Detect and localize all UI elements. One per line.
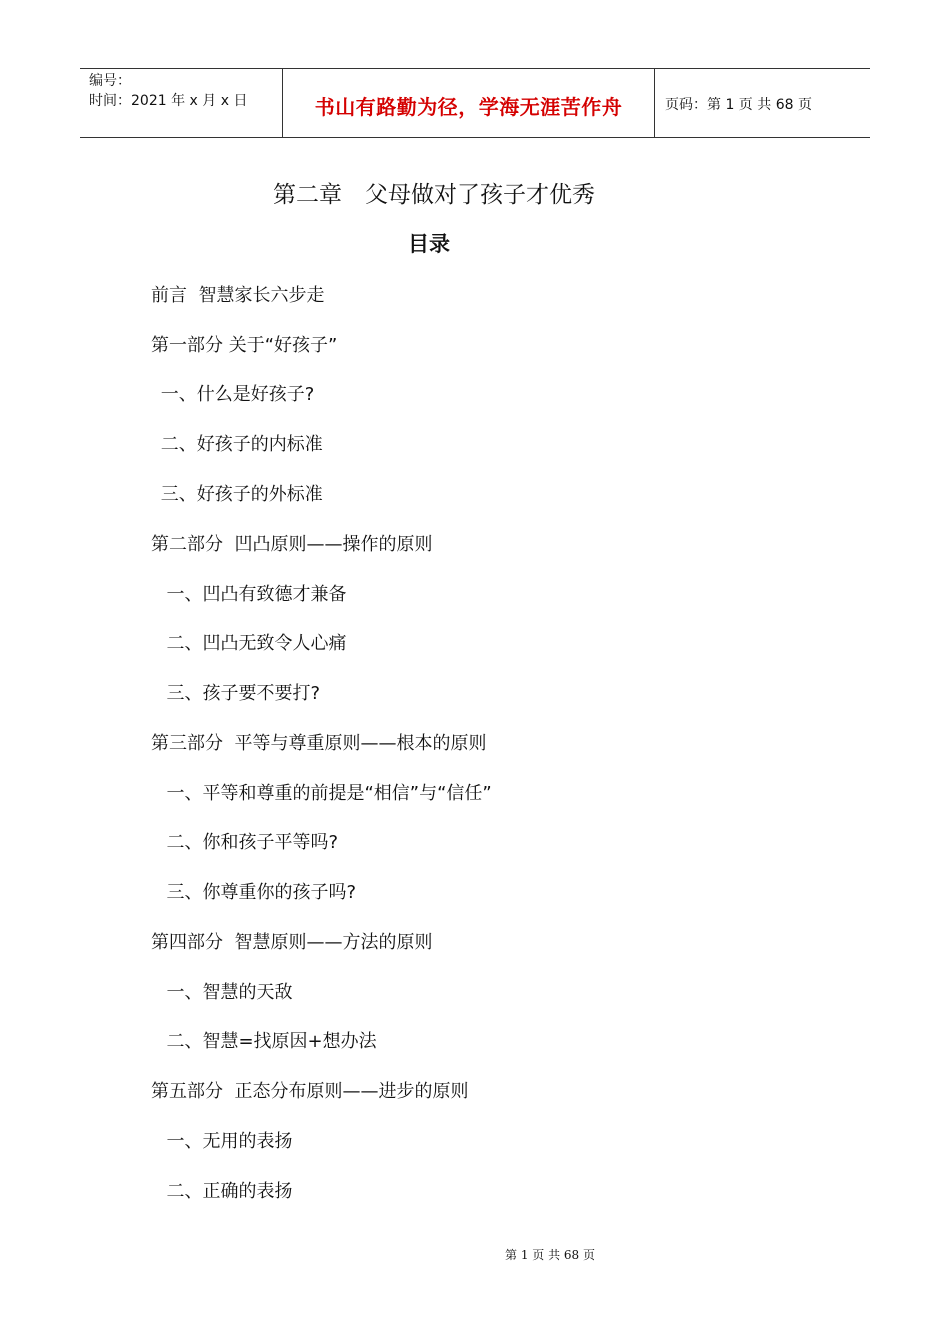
toc-title: 目录 — [408, 232, 450, 256]
number-label: 编号： — [89, 73, 131, 89]
toc-item: 第四部分 智慧原则——方法的原则 — [151, 932, 433, 953]
page-footer: 第 1 页 共 68 页 — [505, 1248, 595, 1262]
header-left-cell — [80, 69, 282, 137]
toc-item: 前言 智慧家长六步走 — [151, 285, 325, 306]
toc-item: 一、无用的表扬 — [155, 1131, 293, 1152]
page-info: 页码：第 1 页 共 68 页 — [665, 97, 812, 113]
toc-item: 第二部分 凹凸原则——操作的原则 — [151, 534, 433, 555]
chapter-title: 第二章 父母做对了孩子才优秀 — [273, 182, 595, 208]
toc-item: 三、你尊重你的孩子吗? — [155, 882, 356, 903]
toc-item: 二、凹凸无致令人心痛 — [155, 633, 347, 654]
toc-item: 二、正确的表扬 — [155, 1181, 293, 1202]
toc-item: 一、凹凸有致德才兼备 — [155, 584, 347, 605]
toc-item: 三、孩子要不要打? — [155, 683, 320, 704]
page-header — [80, 68, 870, 138]
toc-item: 二、智慧=找原因+想办法 — [155, 1031, 377, 1052]
toc-item: 一、平等和尊重的前提是“相信”与“信任” — [155, 783, 492, 804]
date-label: 时间：2021 年 x 月 x 日 — [89, 93, 248, 109]
toc-item: 三、好孩子的外标准 — [155, 484, 323, 505]
toc-item: 第一部分 关于“好孩子” — [151, 335, 338, 356]
motto: 书山有路勤为径，学海无涯苦作舟 — [282, 69, 655, 137]
toc-item: 二、好孩子的内标准 — [155, 434, 323, 455]
toc-item: 一、什么是好孩子? — [155, 384, 315, 405]
toc-item: 第五部分 正态分布原则——进步的原则 — [151, 1081, 469, 1102]
toc-item: 第三部分 平等与尊重原则——根本的原则 — [151, 733, 487, 754]
toc-item: 二、你和孩子平等吗? — [155, 832, 338, 853]
toc-item: 一、智慧的天敌 — [155, 982, 293, 1003]
